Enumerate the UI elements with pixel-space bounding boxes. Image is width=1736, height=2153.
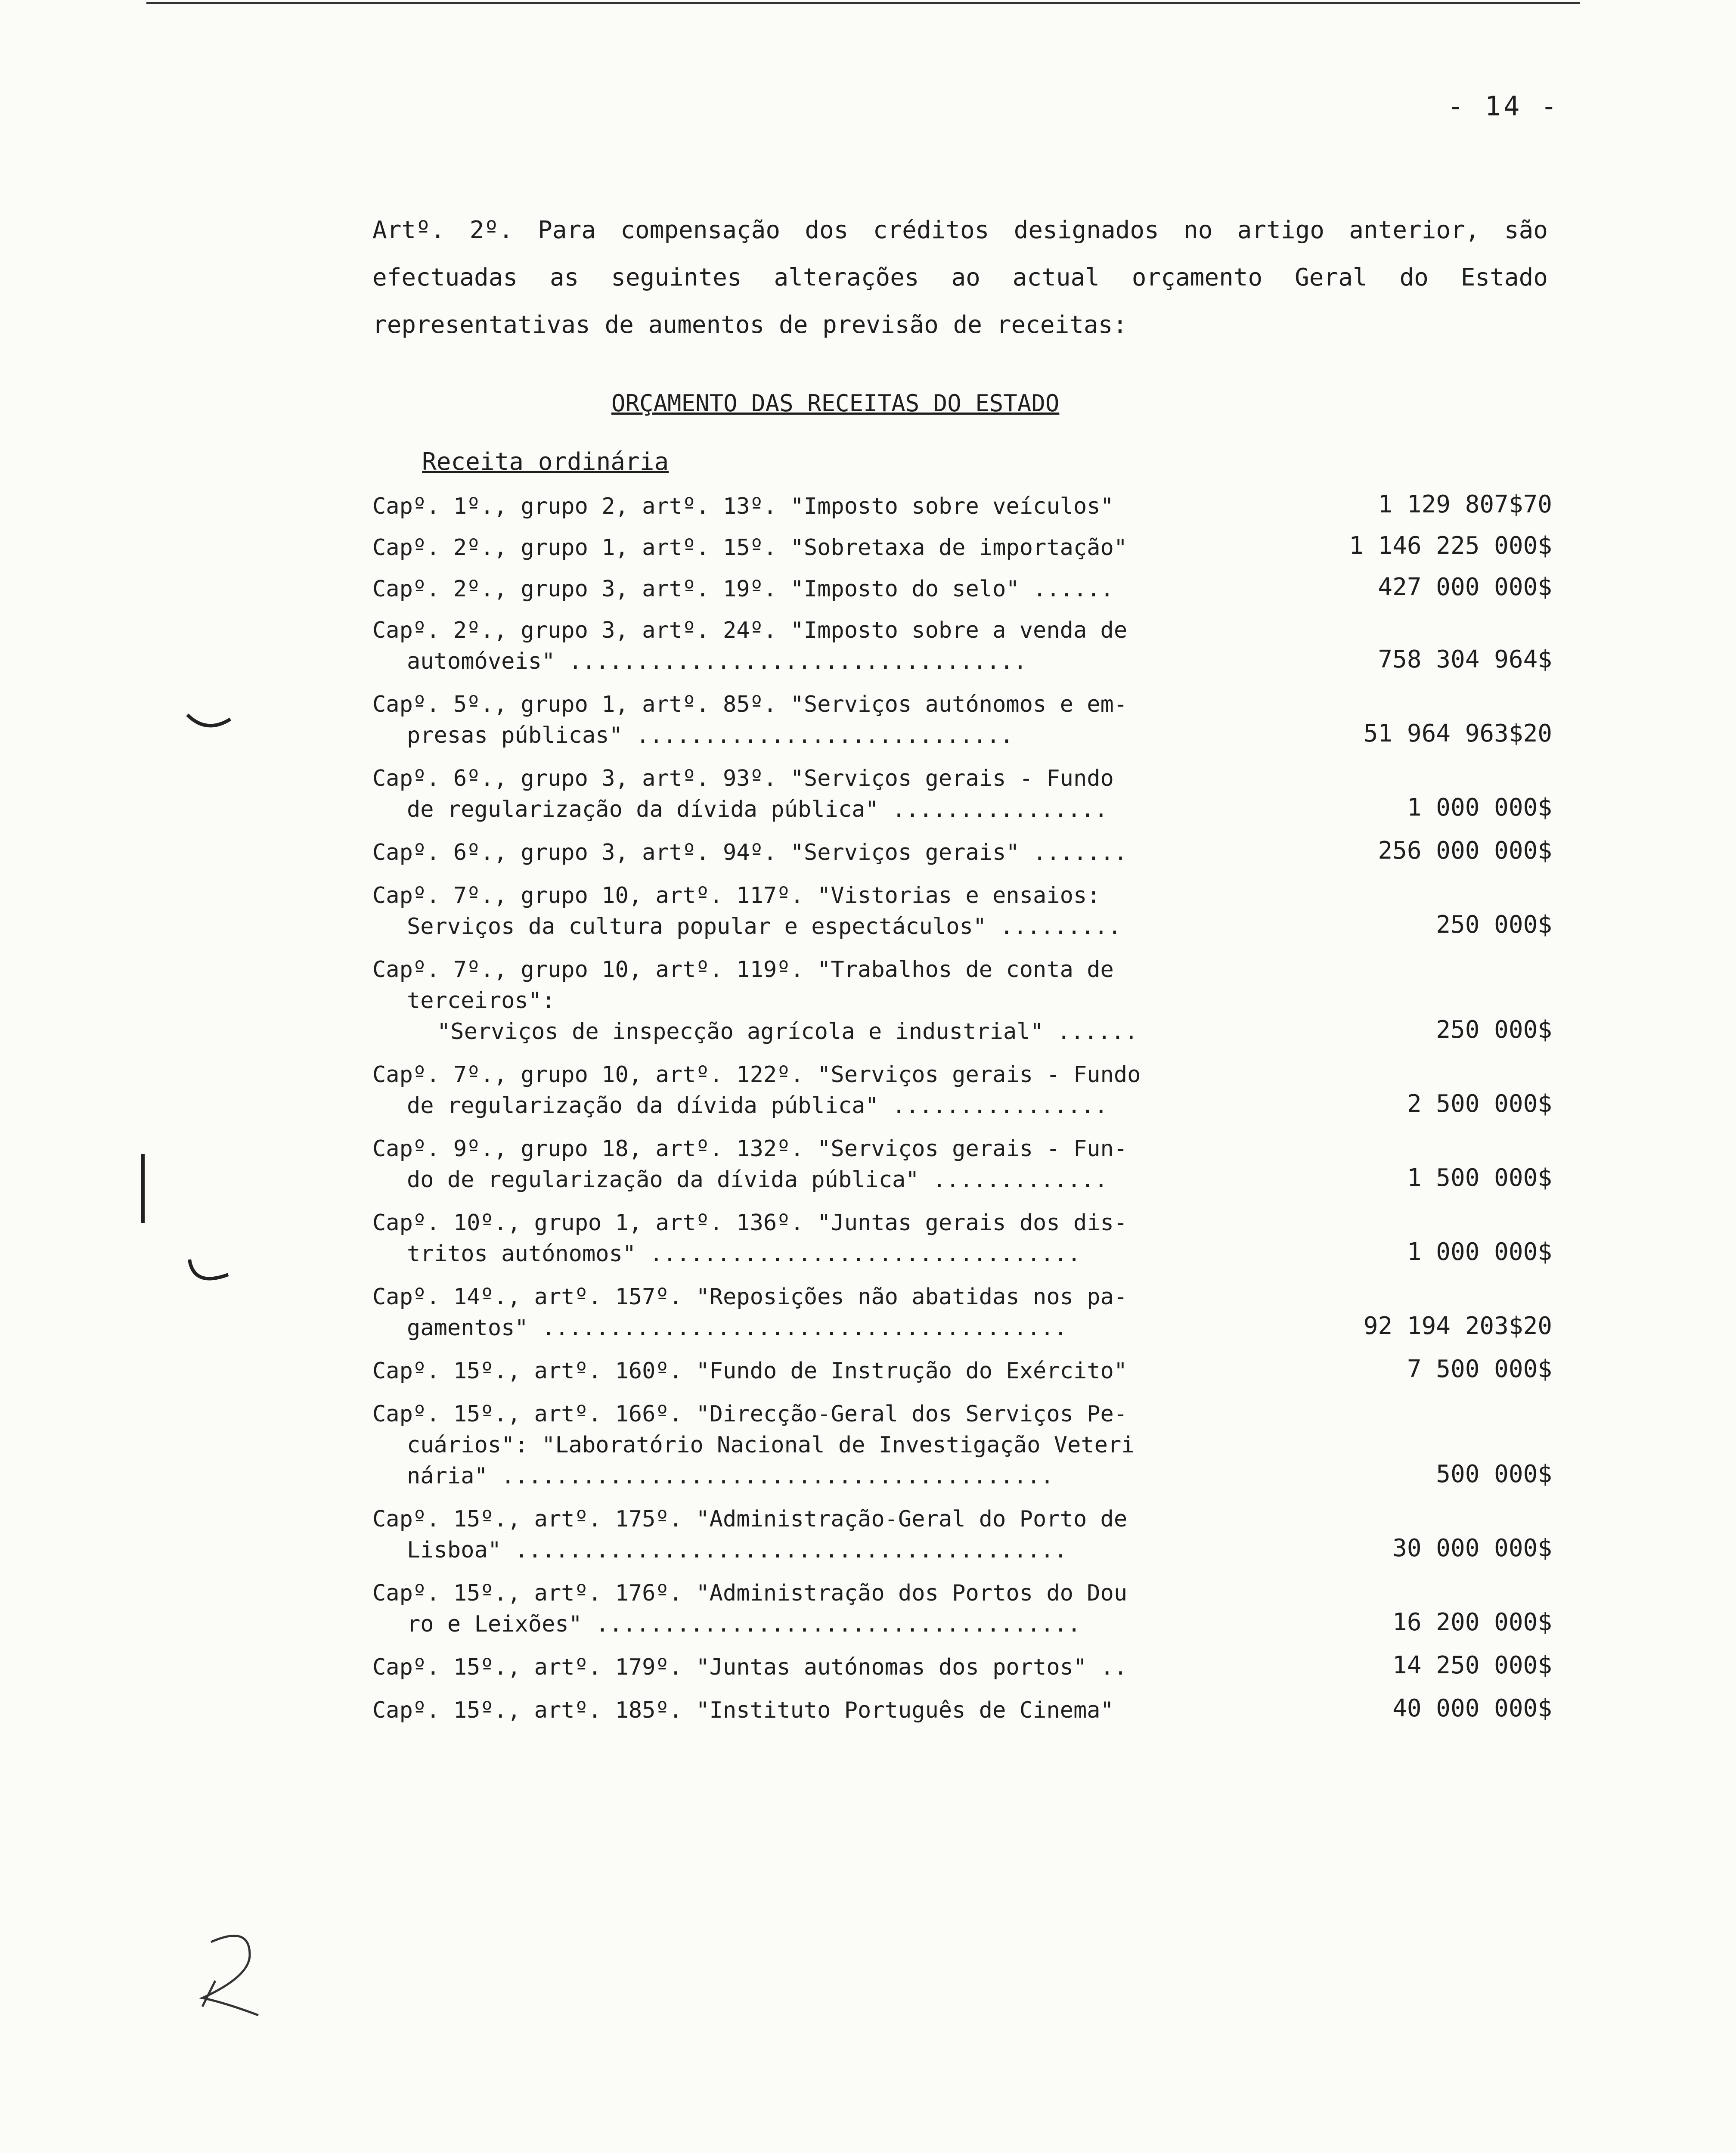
- entry-description: [372, 1133, 1272, 1195]
- entry-line: ro e Leixões" ....................................: [407, 1611, 1081, 1637]
- entry-description: [372, 1504, 1272, 1566]
- entry-line: Capº. 7º., grupo 10, artº. 119º. "Trabalhos de conta de: [372, 957, 1114, 983]
- page-number: - 14 -: [1448, 90, 1559, 122]
- entry-line: Capº. 2º., grupo 1, artº. 15º. "Sobretaxa de importação": [372, 535, 1128, 561]
- entry-amount: 758 304 964$: [1378, 645, 1552, 673]
- revenue-entry: [372, 1695, 1552, 1726]
- entry-description: [372, 1207, 1272, 1269]
- margin-mark-2: [185, 1257, 232, 1292]
- section-heading: ORÇAMENTO DAS RECEITAS DO ESTADO: [611, 390, 1060, 417]
- revenue-entry: [372, 1356, 1552, 1387]
- revenue-entry: [372, 880, 1552, 942]
- revenue-entry: [372, 491, 1552, 522]
- entry-line: Capº. 15º., artº. 175º. "Administração-Geral do Porto de: [372, 1506, 1128, 1532]
- entry-line: gamentos" .......................................: [407, 1315, 1068, 1341]
- entry-line: Capº. 15º., artº. 160º. "Fundo de Instrução do Exército": [372, 1358, 1128, 1384]
- entry-line: terceiros":: [407, 988, 555, 1014]
- entry-description: [372, 1695, 1272, 1726]
- entry-amount: 1 129 807$70: [1378, 490, 1552, 518]
- entry-description: [372, 532, 1272, 563]
- entry-line: Capº. 5º., grupo 1, artº. 85º. "Serviços autónomos e em-: [372, 692, 1128, 717]
- entry-description: [372, 1059, 1272, 1121]
- entry-line: presas públicas" ............................: [407, 723, 1014, 748]
- entry-amount: 250 000$: [1436, 911, 1552, 939]
- entry-description: [372, 1652, 1272, 1683]
- entry-line: Capº. 15º., artº. 179º. "Juntas autónomas dos portos" ..: [372, 1654, 1128, 1680]
- entry-line: Capº. 14º., artº. 157º. "Reposições não abatidas nos pa-: [372, 1284, 1128, 1310]
- top-rule: [146, 2, 1580, 4]
- revenue-entries: [372, 491, 1552, 1726]
- entry-line: Lisboa" .........................................: [407, 1537, 1068, 1563]
- entry-line: tritos autónomos" ................................: [407, 1241, 1081, 1267]
- entry-description: [372, 1356, 1272, 1387]
- entry-description: [372, 491, 1272, 522]
- entry-amount: 16 200 000$: [1392, 1608, 1552, 1636]
- entry-amount: 500 000$: [1436, 1460, 1552, 1488]
- entry-description: [372, 574, 1272, 605]
- revenue-entry: [372, 574, 1552, 605]
- entry-description: [372, 615, 1272, 677]
- entry-amount: 51 964 963$20: [1363, 720, 1552, 748]
- margin-mark-1: [185, 710, 232, 736]
- entry-amount: 256 000 000$: [1378, 837, 1552, 865]
- revenue-entry: [372, 532, 1552, 563]
- entry-line: cuários": "Laboratório Nacional de Investigação Veteri: [407, 1432, 1135, 1458]
- entry-line: de regularização da dívida pública" ................: [407, 1093, 1108, 1119]
- entry-amount: 30 000 000$: [1392, 1534, 1552, 1562]
- entry-description: [372, 1399, 1272, 1492]
- revenue-entry: [372, 1059, 1552, 1121]
- entry-line: Capº. 2º., grupo 3, artº. 19º. "Imposto do selo" ......: [372, 576, 1114, 602]
- entry-line: de regularização da dívida pública" ................: [407, 797, 1108, 822]
- entry-amount: 250 000$: [1436, 1016, 1552, 1044]
- handwritten-mark: [185, 1929, 271, 2028]
- entry-line: Capº. 9º., grupo 18, artº. 132º. "Serviços gerais - Fun-: [372, 1136, 1128, 1162]
- entry-description: [372, 689, 1272, 751]
- revenue-entry: [372, 763, 1552, 825]
- entry-description: [372, 763, 1272, 825]
- entry-line: Serviços da cultura popular e espectáculos" .........: [407, 914, 1122, 940]
- entry-amount: 7 500 000$: [1407, 1355, 1552, 1383]
- entry-line: Capº. 15º., artº. 176º. "Administração dos Portos do Dou: [372, 1580, 1128, 1606]
- margin-bar: [140, 1154, 146, 1223]
- entry-description: [372, 837, 1272, 868]
- revenue-entry: [372, 1652, 1552, 1683]
- entry-line: nária" .........................................: [407, 1463, 1054, 1489]
- entry-amount: 1 146 225 000$: [1348, 532, 1552, 560]
- entry-amount: 92 194 203$20: [1363, 1312, 1552, 1340]
- entry-description: [372, 1281, 1272, 1343]
- revenue-entry: [372, 1399, 1552, 1492]
- entry-line: Capº. 15º., artº. 185º. "Instituto Português de Cinema": [372, 1697, 1114, 1723]
- entry-amount: 427 000 000$: [1378, 573, 1552, 601]
- subsection-heading: Receita ordinária: [422, 448, 669, 476]
- entry-line: Capº. 15º., artº. 166º. "Direcção-Geral dos Serviços Pe-: [372, 1401, 1128, 1427]
- revenue-entry: [372, 1578, 1552, 1640]
- entry-description: [372, 1578, 1272, 1640]
- entry-amount: 1 500 000$: [1407, 1164, 1552, 1192]
- revenue-entry: [372, 954, 1552, 1047]
- revenue-entry: [372, 615, 1552, 677]
- entry-amount: 1 000 000$: [1407, 1238, 1552, 1266]
- entry-line: Capº. 10º., grupo 1, artº. 136º. "Juntas gerais dos dis-: [372, 1210, 1128, 1236]
- entry-line: "Serviços de inspecção agrícola e industrial" ......: [437, 1019, 1138, 1045]
- intro-paragraph: Artº. 2º. Para compensação dos créditos designados no artigo anterior, são efectuadas as seguintes alterações ao actual orçamento Geral do Estado representativas de aumentos de previsão de receitas:: [372, 216, 1548, 339]
- entry-line: Capº. 2º., grupo 3, artº. 24º. "Imposto sobre a venda de: [372, 617, 1128, 643]
- entry-description: [372, 954, 1272, 1047]
- entry-line: Capº. 1º., grupo 2, artº. 13º. "Imposto sobre veículos": [372, 493, 1114, 519]
- revenue-entry: [372, 1207, 1552, 1269]
- entry-line: Capº. 6º., grupo 3, artº. 93º. "Serviços gerais - Fundo: [372, 766, 1114, 791]
- revenue-entry: [372, 689, 1552, 751]
- revenue-entry: [372, 1281, 1552, 1343]
- entry-description: [372, 880, 1272, 942]
- entry-amount: 14 250 000$: [1392, 1651, 1552, 1679]
- entry-line: do de regularização da dívida pública" .............: [407, 1167, 1108, 1193]
- entry-amount: 40 000 000$: [1392, 1694, 1552, 1722]
- entry-amount: 1 000 000$: [1407, 794, 1552, 822]
- entry-amount: 2 500 000$: [1407, 1090, 1552, 1118]
- entry-line: Capº. 7º., grupo 10, artº. 122º. "Serviços gerais - Fundo: [372, 1062, 1141, 1088]
- revenue-entry: [372, 1133, 1552, 1195]
- entry-line: Capº. 6º., grupo 3, artº. 94º. "Serviços gerais" .......: [372, 840, 1128, 866]
- entry-line: Capº. 7º., grupo 10, artº. 117º. "Vistorias e ensaios:: [372, 883, 1100, 909]
- revenue-entry: [372, 1504, 1552, 1566]
- entry-line: automóveis" ..................................: [407, 648, 1027, 674]
- revenue-entry: [372, 837, 1552, 868]
